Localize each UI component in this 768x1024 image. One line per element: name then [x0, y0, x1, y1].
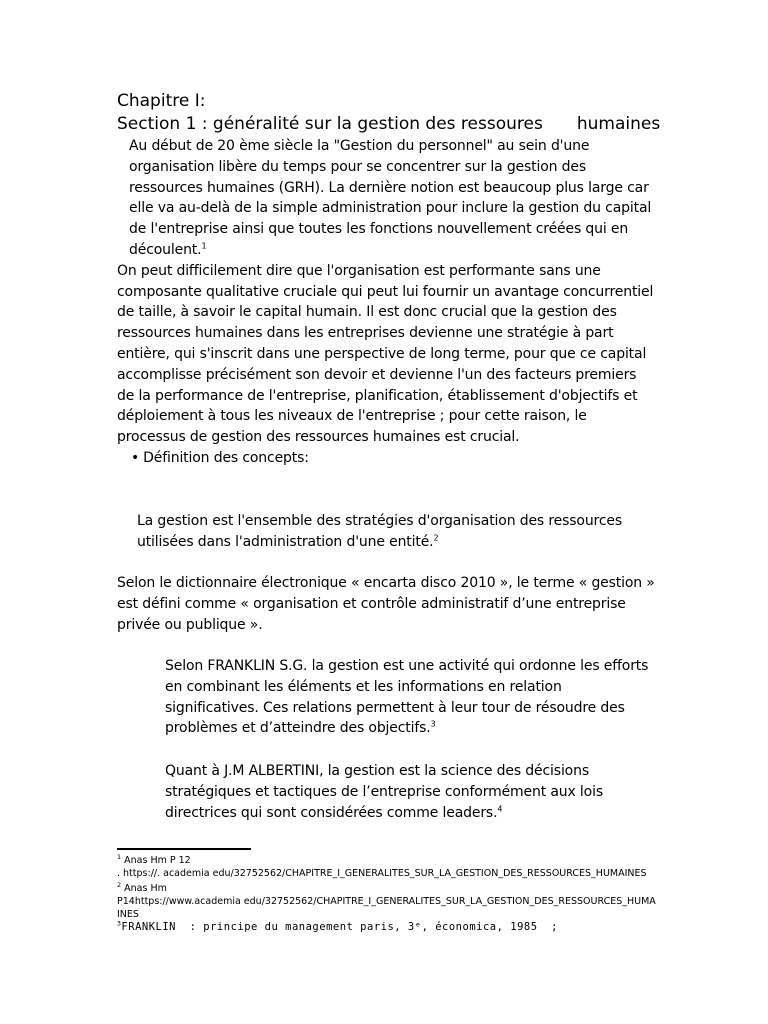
- footnote-ref-2: 2: [433, 533, 439, 543]
- paragraph-albertini: [117, 761, 657, 823]
- encarta-block: [117, 573, 657, 635]
- paragraph-definition-text: La gestion est l'ensemble des stratégies d'organisation des ressources utilisées dans l'administration d'une entité.: [137, 513, 623, 550]
- footnote-1-number: 1: [117, 852, 122, 861]
- footnote-ref-3: 3: [430, 719, 436, 729]
- paragraph-definition: [117, 511, 657, 553]
- footnote-ref-1: 1: [201, 241, 207, 251]
- footnote-3: [117, 921, 657, 934]
- footnote-2-line-1: [117, 882, 657, 895]
- bullet-definitions: [117, 448, 657, 469]
- paragraph-intro: [117, 136, 657, 261]
- footnote-1-line-1: [117, 854, 657, 867]
- footnote-ref-4: 4: [497, 803, 503, 813]
- footnote-2-number: 2: [117, 880, 122, 889]
- albertini-block: [117, 761, 657, 823]
- footnote-1-author: Anas Hm P 12: [121, 855, 191, 866]
- footnote-2-url: P14https://www.academia edu/32752562/CHAPITRE_I_GENERALITES_SUR_LA_GESTION_DES_RESSOURCES_HUMAINES: [117, 896, 656, 920]
- section-title-end: humaines: [576, 114, 661, 134]
- chapter-title: Chapitre I:: [117, 91, 206, 111]
- definition-block: [117, 511, 657, 553]
- paragraph-intro-text: Au début de 20 ème siècle la "Gestion du personnel" au sein d'une organisation libère du temps pour se concentrer sur la gestion des ressources humaines (GRH). La dernière notion est beaucoup plus large car elle va au-delà de la simple administration pour inclure la gestion du capital de l'entreprise ainsi que toutes les fonctions nouvellement créées qui en découlent.: [129, 138, 652, 258]
- section-title-text: Section 1 : généralité sur la gestion des ressoures: [117, 114, 543, 134]
- footnote-2: [117, 882, 657, 921]
- paragraph-franklin: [117, 656, 657, 739]
- franklin-block: [117, 656, 657, 739]
- paragraph-capital-humain: On peut difficilement dire que l'organisation est performante sans une composante qualitative cruciale qui peut lui fournir un avantage concurrentiel de taille, à savoir le capital humain. Il est donc crucial que la gestion des ressources humaines dans les entreprises devienne une stratégie à part entière, qui s'inscrit dans une perspective de long terme, pour que ce capital accomplisse précisément son devoir et devienne l'un des facteurs premiers de la performance de l'entreprise, planification, établissement d'objectifs et déploiement à tous les niveaux de l'entreprise ; pour cette raison, le processus de gestion des ressources humaines est crucial.: [117, 262, 654, 446]
- footnote-3-number: 3: [117, 919, 122, 928]
- paragraph-encarta: Selon le dictionnaire électronique « encarta disco 2010 », le terme « gestion » est défini comme « organisation et contrôle administratif d’une entreprise privée ou publique ».: [117, 575, 655, 633]
- paragraph-franklin-text: Selon FRANKLIN S.G. la gestion est une activité qui ordonne les efforts en combinant les éléments et les informations en relation significatives. Ces relations permettent à leur tour de résoudre des problèmes et d’atteindre des objectifs.: [165, 658, 649, 737]
- footnote-1-url: . https://. academia edu/32752562/CHAPITRE_I_GENERALITES_SUR_LA_GESTION_DES_RESSOURCES_HUMAINES: [117, 868, 647, 879]
- footnote-3-text: FRANKLIN : principe du management paris, 3ᵉ, économica, 1985 ;: [121, 921, 558, 933]
- footnote-2-author: Anas Hm: [121, 883, 167, 894]
- paragraph-albertini-text: Quant à J.M ALBERTINI, la gestion est la science des décisions stratégiques et tactiques de l’entreprise conformément aux lois directrices qui sont considérées comme leaders.: [165, 763, 603, 821]
- section-title: [117, 113, 660, 135]
- intro-block: [117, 136, 657, 469]
- bullet-heading: Définition des concepts:: [143, 449, 309, 466]
- bullet-icon: •: [131, 449, 140, 466]
- footnote-separator: [117, 848, 251, 850]
- footnote-1: [117, 854, 657, 880]
